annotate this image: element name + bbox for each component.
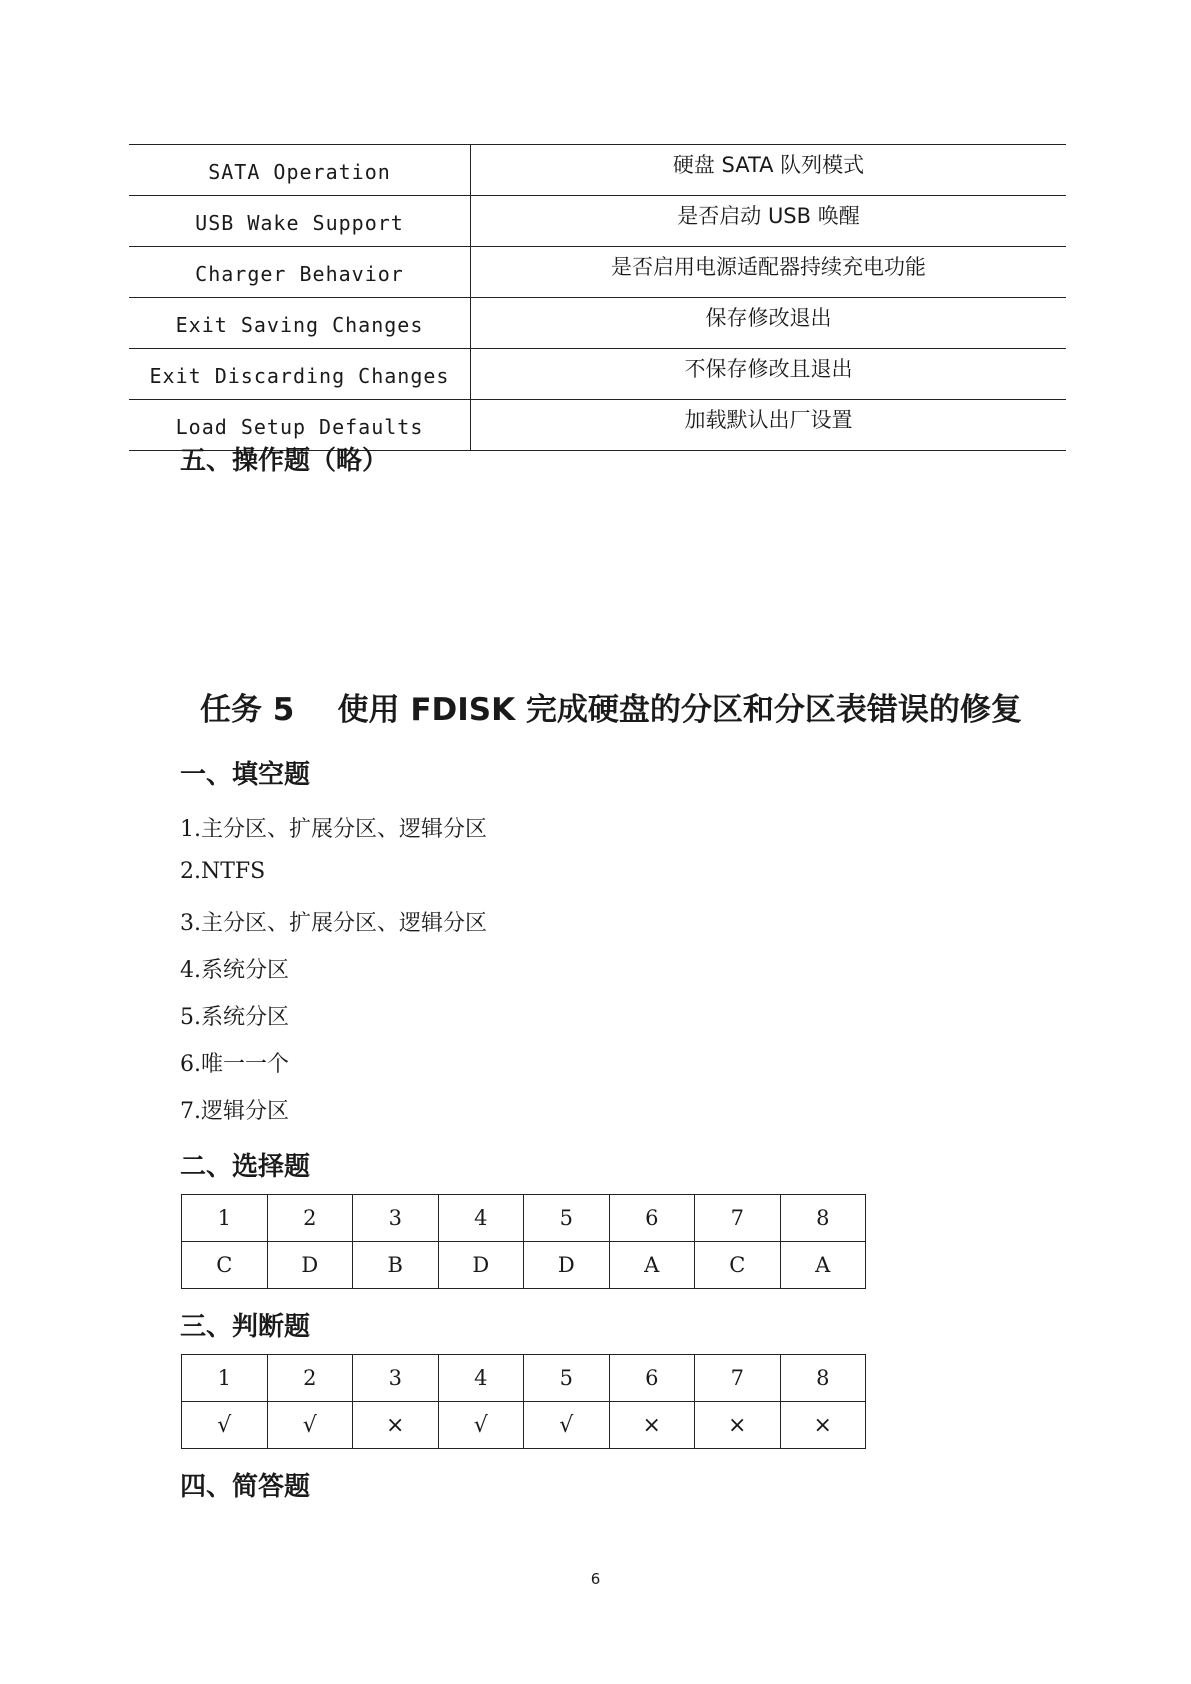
answer-mark: × <box>353 1402 439 1449</box>
answer-cell: D <box>267 1242 353 1289</box>
question-number: 7 <box>695 1355 781 1402</box>
table-row <box>182 1402 866 1449</box>
list-item: 4.系统分区 <box>180 958 289 983</box>
answer-cell: A <box>609 1242 695 1289</box>
answer-cell: A <box>780 1242 866 1289</box>
answer-cell: C <box>182 1242 268 1289</box>
answer-mark: √ <box>524 1402 610 1449</box>
question-number: 8 <box>780 1355 866 1402</box>
page-number: 6 <box>590 1570 601 1588</box>
option-description: 加载默认出厂设置 <box>471 400 1067 451</box>
list-item: 5.系统分区 <box>180 1005 289 1030</box>
list-item: 3.主分区、扩展分区、逻辑分区 <box>180 911 487 936</box>
option-name: Exit Saving Changes <box>129 298 471 349</box>
option-name: SATA Operation <box>129 145 471 196</box>
list-item: 2.NTFS <box>180 859 266 884</box>
section-heading-choice: 二、选择题 <box>180 1152 311 1182</box>
table-row <box>182 1242 866 1289</box>
table-row <box>182 1195 866 1242</box>
list-item: 1.主分区、扩展分区、逻辑分区 <box>180 817 487 842</box>
answer-cell: D <box>438 1242 524 1289</box>
question-number: 3 <box>353 1195 439 1242</box>
option-name: Load Setup Defaults <box>129 400 471 451</box>
answer-cell: B <box>353 1242 439 1289</box>
answer-mark: × <box>780 1402 866 1449</box>
list-item: 6.唯一一个 <box>180 1052 289 1077</box>
question-number: 7 <box>695 1195 781 1242</box>
question-number: 8 <box>780 1195 866 1242</box>
question-number: 4 <box>438 1195 524 1242</box>
question-number: 6 <box>609 1195 695 1242</box>
section-heading-operation: 五、操作题（略） <box>180 446 389 476</box>
question-number: 1 <box>182 1195 268 1242</box>
answer-mark: √ <box>438 1402 524 1449</box>
table-row <box>129 145 1066 196</box>
table-row <box>129 298 1066 349</box>
option-description: 是否启动 USB 唤醒 <box>471 196 1067 247</box>
answer-mark: × <box>695 1402 781 1449</box>
table-row <box>129 247 1066 298</box>
task-title: 任务 5 使用 FDISK 完成硬盘的分区和分区表错误的修复 <box>200 692 1022 728</box>
option-description: 保存修改退出 <box>471 298 1067 349</box>
table-row <box>129 196 1066 247</box>
option-description: 是否启用电源适配器持续充电功能 <box>471 247 1067 298</box>
section-heading-short-answer: 四、简答题 <box>180 1472 311 1502</box>
option-name: Charger Behavior <box>129 247 471 298</box>
choice-answer-table <box>181 1194 866 1289</box>
judge-answer-table <box>181 1354 866 1449</box>
question-number: 2 <box>267 1355 353 1402</box>
answer-cell: D <box>524 1242 610 1289</box>
table-row <box>129 349 1066 400</box>
table-row <box>182 1355 866 1402</box>
question-number: 3 <box>353 1355 439 1402</box>
section-heading-fill-blank: 一、填空题 <box>180 760 311 790</box>
answer-mark: √ <box>182 1402 268 1449</box>
question-number: 6 <box>609 1355 695 1402</box>
option-name: USB Wake Support <box>129 196 471 247</box>
question-number: 2 <box>267 1195 353 1242</box>
option-name: Exit Discarding Changes <box>129 349 471 400</box>
question-number: 5 <box>524 1195 610 1242</box>
option-description: 硬盘 SATA 队列模式 <box>471 145 1067 196</box>
answer-mark: √ <box>267 1402 353 1449</box>
section-heading-judge: 三、判断题 <box>180 1312 311 1342</box>
question-number: 1 <box>182 1355 268 1402</box>
list-item: 7.逻辑分区 <box>180 1099 289 1124</box>
answer-mark: × <box>609 1402 695 1449</box>
question-number: 4 <box>438 1355 524 1402</box>
bios-options-table <box>129 144 1066 451</box>
question-number: 5 <box>524 1355 610 1402</box>
option-description: 不保存修改且退出 <box>471 349 1067 400</box>
answer-cell: C <box>695 1242 781 1289</box>
